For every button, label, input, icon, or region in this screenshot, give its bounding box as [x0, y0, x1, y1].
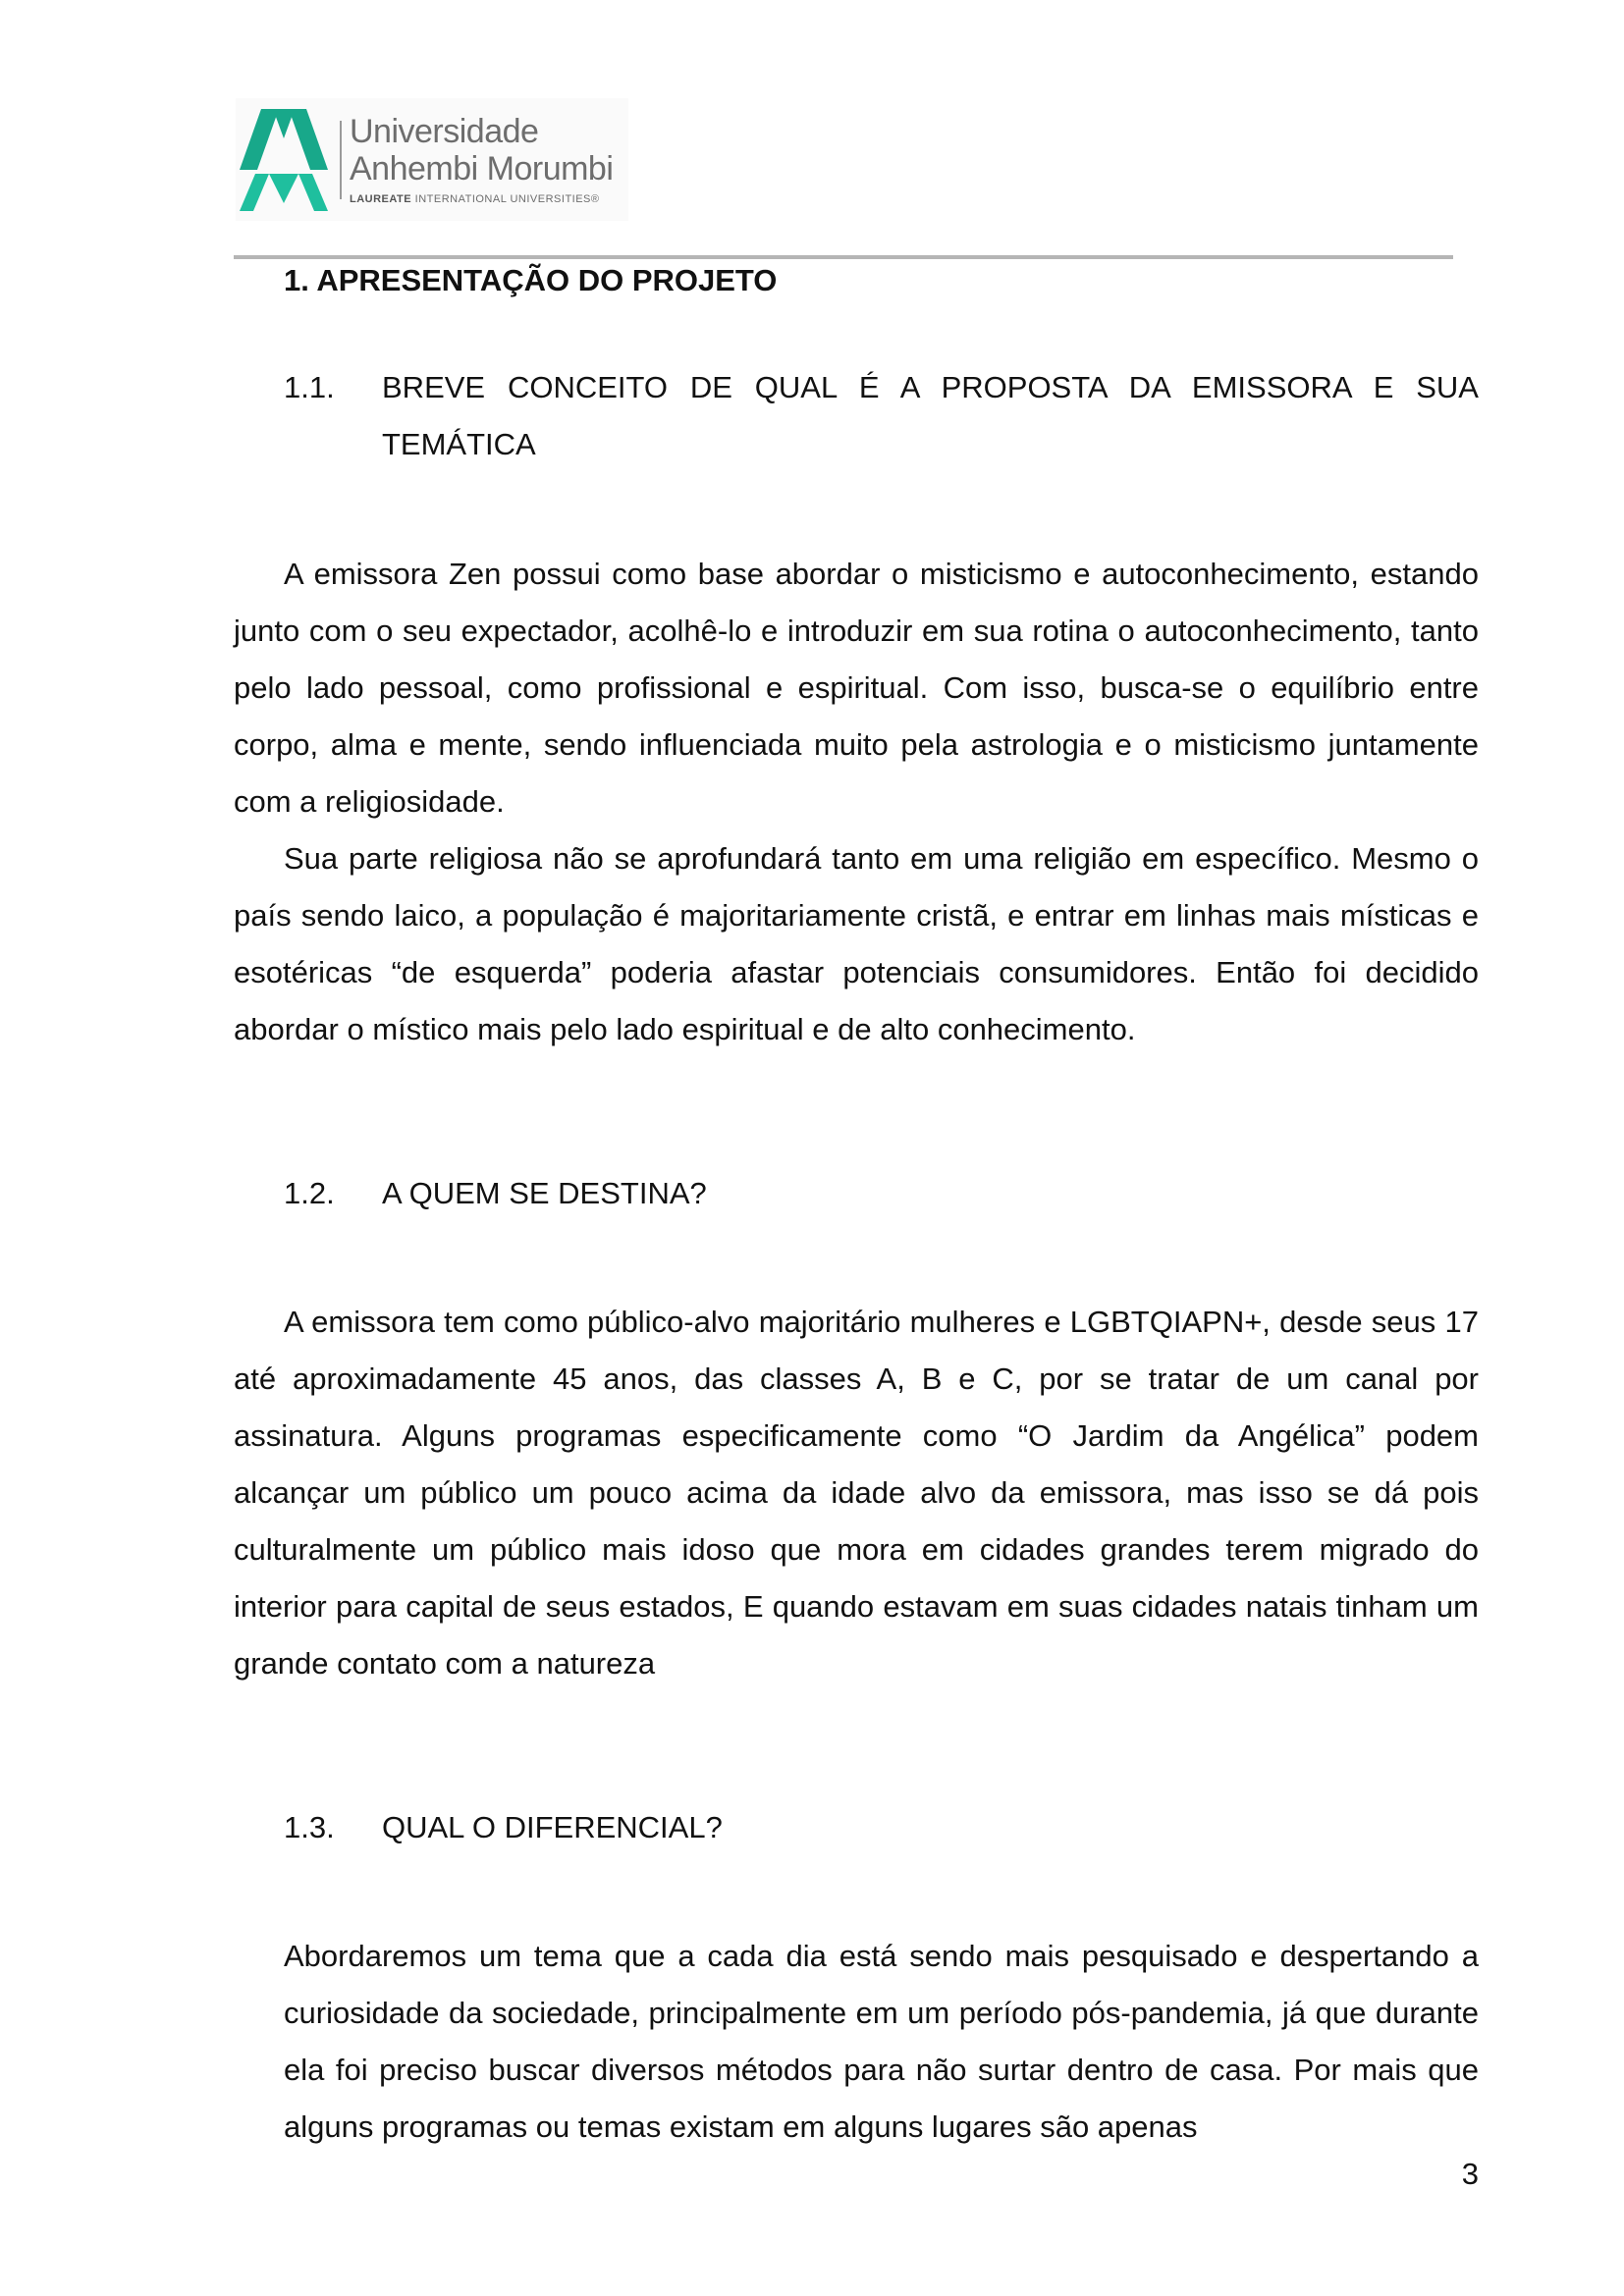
- section-title-1-1: BREVE CONCEITO DE QUAL É A PROPOSTA DA EMISSORA E SUA TEMÁTICA: [382, 370, 1479, 461]
- logo-wordmark: [350, 112, 614, 205]
- section-number-1-3: 1.3.: [284, 1810, 335, 1844]
- section-number-1-2: 1.2.: [284, 1176, 335, 1210]
- section-heading-1-3: [284, 1799, 1479, 1856]
- section-heading-1: 1. APRESENTAÇÃO DO PROJETO: [284, 263, 778, 297]
- logo-line-anhembi-morumbi: Anhembi Morumbi: [350, 149, 614, 187]
- section-title-1-2: A QUEM SE DESTINA?: [382, 1176, 707, 1210]
- university-logo: [236, 98, 628, 221]
- section-heading-1-2: [284, 1165, 1479, 1222]
- logo-subtitle-rest: INTERNATIONAL UNIVERSITIES: [414, 192, 591, 205]
- section-heading-1-1: [284, 359, 1479, 473]
- logo-registered-mark: ®: [590, 192, 600, 205]
- paragraph: A emissora tem como público-alvo majoritário mulheres e LGBTQIAPN+, desde seus 17 até aproximadamente 45 anos, das classes A, B e C, por se tratar de um canal por assinatura. Alguns programas especificamente como “O Jardim da Angélica” podem alcançar um público um pouco acima da idade alvo da emissora, mas isso se dá pois culturalmente um público mais idoso que mora em cidades grandes terem migrado do interior para capital de seus estados, E quando estavam em suas cidades natais tinham um grande contato com a natureza: [234, 1305, 1479, 1681]
- header-rule: [234, 255, 1453, 259]
- section-1-3-body: Abordaremos um tema que a cada dia está sendo mais pesquisado e despertando a curiosidade da sociedade, principalmente em um período pós-pandemia, já que durante ela foi preciso buscar diversos métodos para não surtar dentro de casa. Por mais que alguns programas ou temas existam em alguns lugares são apenas: [284, 1939, 1479, 2144]
- anhembi-morumbi-logo-icon: [240, 109, 328, 211]
- page-number: 3: [1461, 2157, 1479, 2191]
- section-1-1-body: [234, 546, 1479, 1058]
- paragraph: Sua parte religiosa não se aprofundará tanto em uma religião em específico. Mesmo o país sendo laico, a população é majoritariamente cristã, e entrar em linhas mais místicas e esotéricas “de esquerda” poderia afastar potenciais consumidores. Então foi decidido abordar o místico mais pelo lado espiritual e de alto conhecimento.: [234, 841, 1479, 1046]
- section-1-2-body: [234, 1294, 1479, 1692]
- logo-subtitle-laureate: LAUREATE: [350, 192, 412, 205]
- paragraph: A emissora Zen possui como base abordar o misticismo e autoconhecimento, estando junto com o seu expectador, acolhê-lo e introduzir em sua rotina o autoconhecimento, tanto pelo lado pessoal, como profissional e espiritual. Com isso, busca-se o equilíbrio entre corpo, alma e mente, sendo influenciada muito pela astrologia e o misticismo juntamente com a religiosidade.: [234, 557, 1479, 819]
- logo-divider: [340, 121, 342, 199]
- section-title-1-3: QUAL O DIFERENCIAL?: [382, 1810, 723, 1844]
- logo-subtitle: [350, 194, 613, 205]
- logo-line-universidade: Universidade: [350, 112, 539, 150]
- section-number-1-1: 1.1.: [284, 370, 335, 404]
